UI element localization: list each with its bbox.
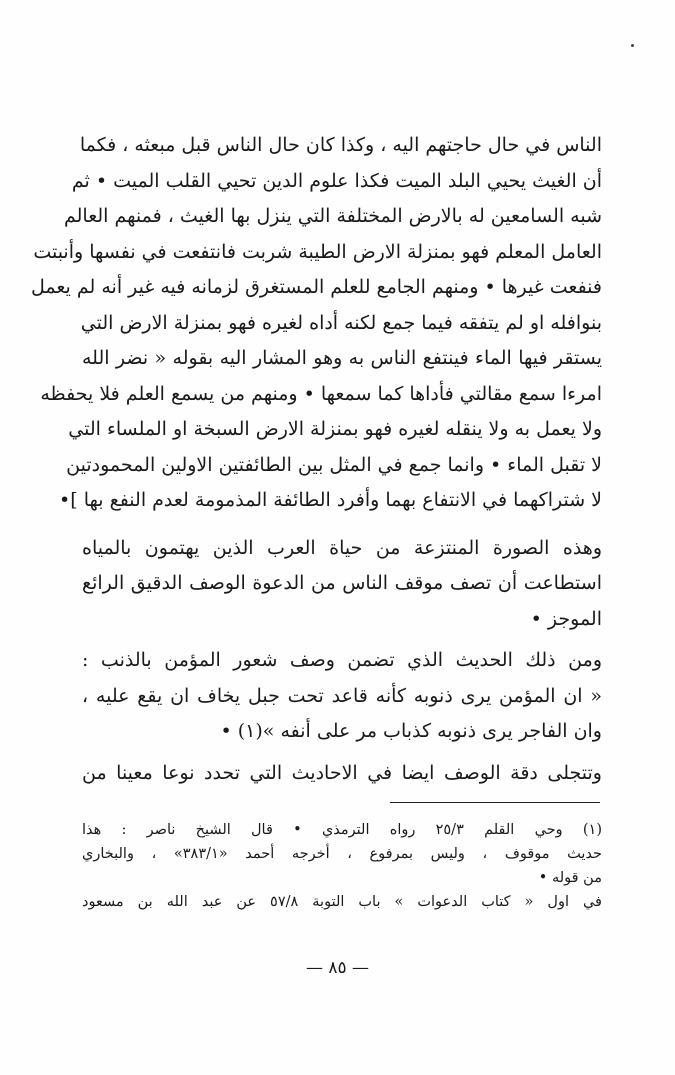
text-line: استطاعت أن تصف موقف الناس من الدعوة الوصف الدقيق الرائع	[82, 572, 602, 594]
text-line: وهذه الصورة المنتزعة من حياة العرب الذين يهتمون بالمياه	[82, 536, 602, 559]
text-line: ومن ذلك الحديث الذي تضمن وصف شعور المؤمن بالذنب :	[82, 649, 602, 671]
text-line: الناس في حال حاجتهم اليه ، وكذا كان حال الناس قبل مبعثه ، فكما	[79, 134, 602, 156]
text-line: يستقر فيها الماء فينتفع الناس به وهو المشار اليه بقوله « نضر الله	[82, 347, 602, 369]
footnote-line: في اول « كتاب الدعوات » باب التوبة ٥٧/٨ عن عبد الله بن مسعود	[82, 894, 602, 910]
footnotes	[82, 818, 602, 914]
footnote-2	[82, 890, 602, 914]
main-text	[31, 128, 602, 791]
page-number: — ٨٥ —	[305, 958, 370, 978]
corner-mark	[631, 44, 634, 47]
text-line: ولا يعمل به ولا ينقله لغيره فهو بمنزلة الارض السبخة او الملساء التي	[68, 418, 602, 440]
text-line: لا تقبل الماء • وانما جمع في المثل بين الطائفتين الاولين المحمودتين	[66, 453, 602, 476]
text-line: بنوافله او لم يتفقه فيما جمع لكنه أداه لغيره فهو بمنزلة الارض التي	[80, 311, 602, 334]
text-line: وتتجلى دقة الوصف ايضا في الاحاديث التي تحدد نوعا معينا من	[82, 761, 602, 784]
text-line: العامل المعلم فهو بمنزلة الارض الطيبة شربت فانتفعت في نفسها وأنبتت	[33, 240, 602, 263]
footnote-line: من قوله •	[538, 870, 602, 886]
footnote-separator	[390, 802, 600, 803]
hadith-quote-line: « ان المؤمن يرى ذنوبه كأنه قاعد تحت جبل يخاف ان يقع عليه ،	[82, 684, 602, 707]
paragraph-4	[82, 756, 602, 792]
text-line: أن الغيث يحيي البلد الميت فكذا علوم الدين تحيي القلب الميت • ثم	[71, 169, 602, 192]
text-line: شبه السامعين له بالارض المختلفة التي ينزل بها الغيث ، فمنهم العالم	[64, 205, 602, 227]
paragraph-2	[82, 531, 602, 638]
text-line: الموجز •	[530, 607, 602, 630]
footnote-line: (١) وحي القلم ٢٥/٣ رواه الترمذي • قال الشيخ ناصر : هذا	[82, 822, 602, 838]
paragraph-3	[82, 643, 602, 750]
footnote-1	[82, 818, 602, 890]
hadith-quote-line: وان الفاجر يرى ذنوبه كذباب مر على أنفه »(١) •	[220, 720, 602, 742]
text-line: امرءا سمع مقالتي فأداها كما سمعها • ومنهم من يسمع العلم فلا يحفظه	[40, 382, 602, 405]
text-line: لا شتراكهما في الانتفاع بهما وأفرد الطائفة المذمومة لعدم النفع بها ]•	[59, 489, 602, 511]
text-line: فنفعت غيرها • ومنهم الجامع للعلم المستغرق لزمانه فيه غير أنه لم يعمل	[31, 276, 602, 298]
footnote-line: حديث موقوف ، وليس بمرفوع ، أخرجه أحمد «٣٨٣/١» ، والبخاري	[82, 846, 603, 862]
paragraph-1	[31, 128, 602, 519]
